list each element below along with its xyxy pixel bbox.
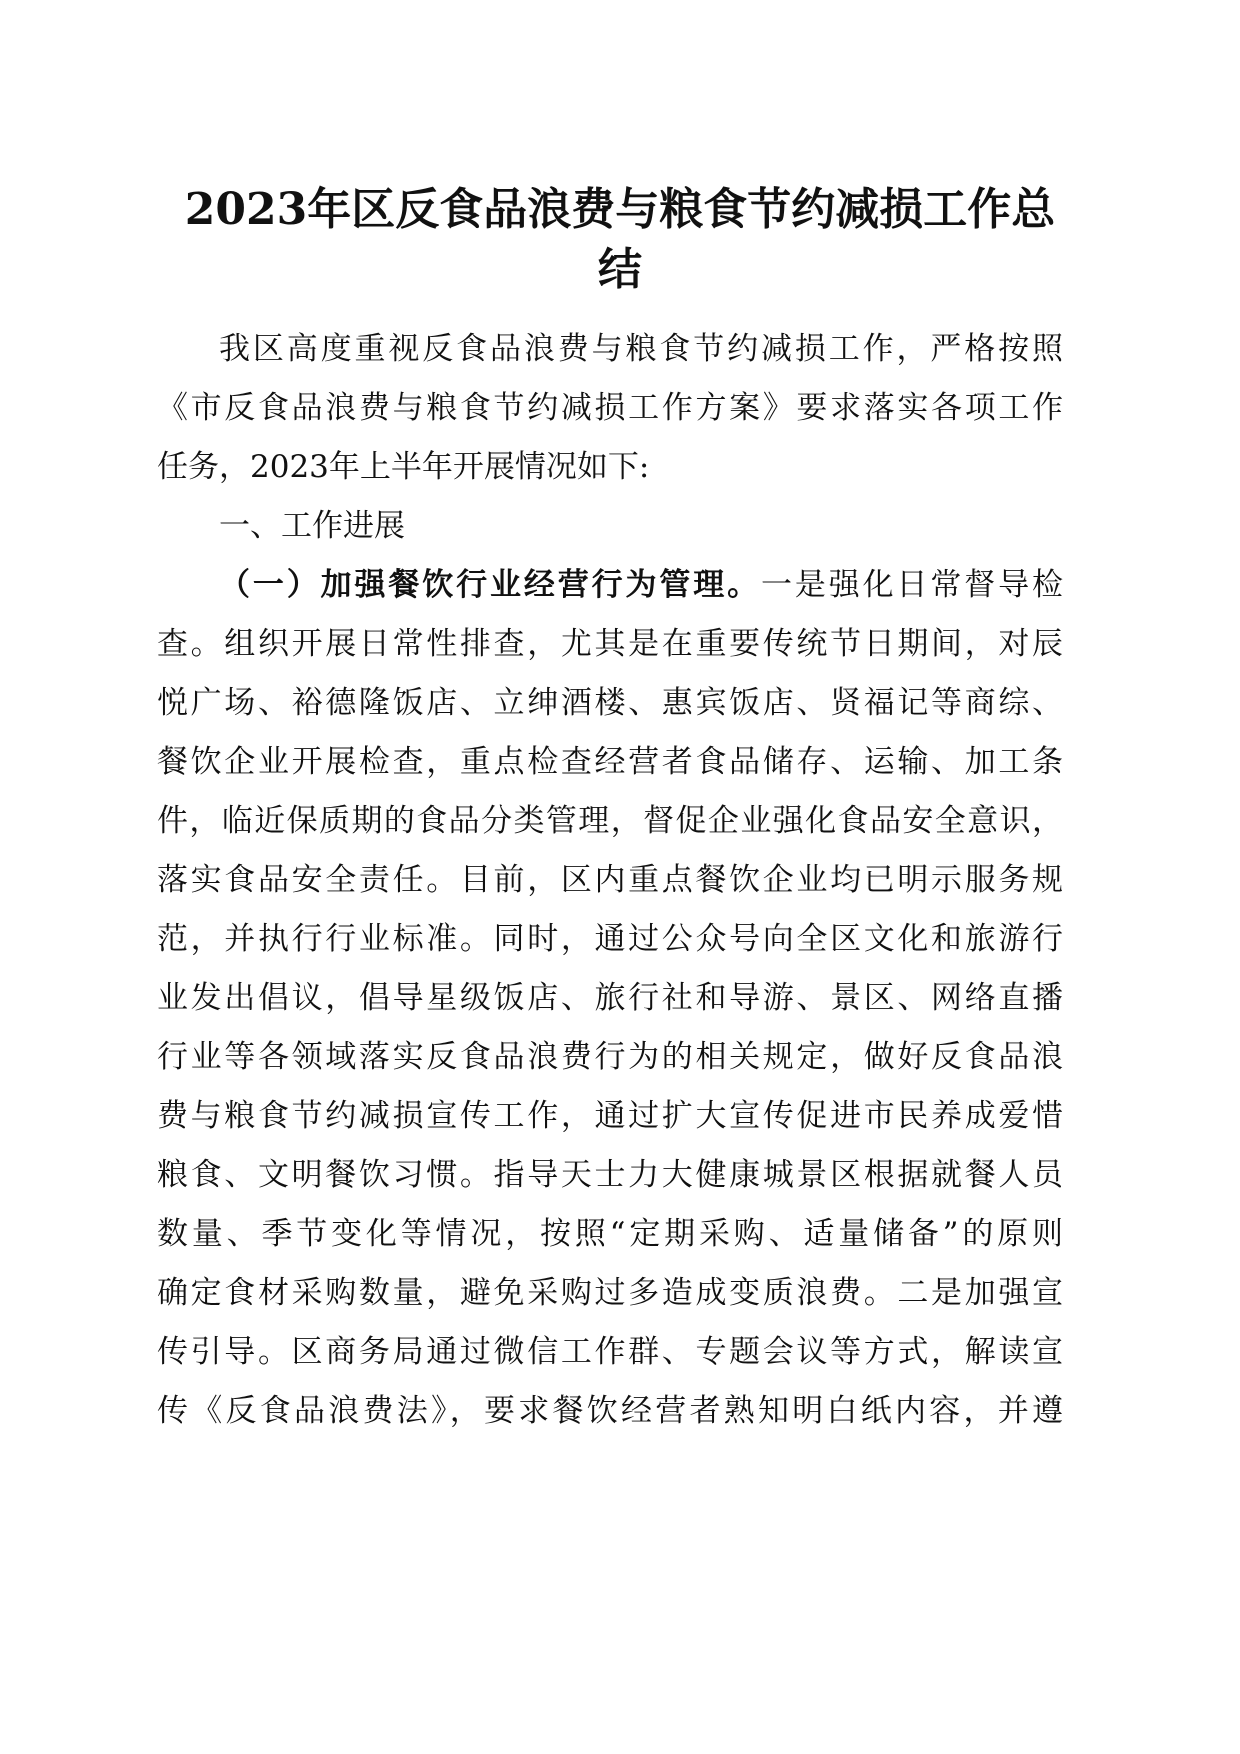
paragraph-line: 件，临近保质期的食品分类管理，督促企业强化食品安全意识， bbox=[157, 803, 1063, 839]
title-line: 结 bbox=[598, 244, 642, 295]
paragraph-line: 费与粮食节约减损宣传工作，通过扩大宣传促进市民养成爱惜 bbox=[157, 1098, 1063, 1134]
subsection-heading: （一）加强餐饮行业经营行为管理。 bbox=[219, 567, 761, 603]
paragraph-line: 确定食材采购数量，避免采购过多造成变质浪费。二是加强宣 bbox=[157, 1275, 1063, 1311]
paragraph-text: 一是强化日常督导检 bbox=[761, 567, 1063, 603]
intro-line: 我区高度重视反食品浪费与粮食节约减损工作，严格按照 bbox=[219, 331, 1063, 367]
document-title bbox=[150, 180, 1090, 300]
paragraph-line: 餐饮企业开展检查，重点检查经营者食品储存、运输、加工条 bbox=[157, 744, 1063, 780]
paragraph-line: 传《反食品浪费法》，要求餐饮经营者熟知明白纸内容，并遵 bbox=[157, 1393, 1063, 1429]
paragraph-line: 业发出倡议，倡导星级饭店、旅行社和导游、景区、网络直播 bbox=[157, 980, 1063, 1016]
paragraph-line: 悦广场、裕德隆饭店、立绅酒楼、惠宾饭店、贤福记等商综、 bbox=[157, 685, 1063, 721]
document-body bbox=[157, 320, 1063, 1441]
title-line: 2023年区反食品浪费与粮食节约减损工作总 bbox=[184, 184, 1056, 235]
intro-line: 任务，2023年上半年开展情况如下: bbox=[157, 449, 650, 485]
paragraph-line: 粮食、文明餐饮习惯。指导天士力大健康城景区根据就餐人员 bbox=[157, 1157, 1063, 1193]
section-heading: 一、工作进展 bbox=[219, 508, 405, 544]
paragraph-line: 范，并执行行业标准。同时，通过公众号向全区文化和旅游行 bbox=[157, 921, 1063, 957]
paragraph-line: 行业等各领域落实反食品浪费行为的相关规定，做好反食品浪 bbox=[157, 1039, 1063, 1075]
intro-line: 《市反食品浪费与粮食节约减损工作方案》要求落实各项工作 bbox=[157, 390, 1063, 426]
paragraph-line-first bbox=[157, 556, 1063, 615]
paragraph-line: 落实食品安全责任。目前，区内重点餐饮企业均已明示服务规 bbox=[157, 862, 1063, 898]
paragraph-line: 数量、季节变化等情况，按照“定期采购、适量储备”的原则 bbox=[157, 1216, 1063, 1252]
paragraph-line: 查。组织开展日常性排查，尤其是在重要传统节日期间，对辰 bbox=[157, 626, 1063, 662]
paragraph-line: 传引导。区商务局通过微信工作群、专题会议等方式，解读宣 bbox=[157, 1334, 1063, 1370]
